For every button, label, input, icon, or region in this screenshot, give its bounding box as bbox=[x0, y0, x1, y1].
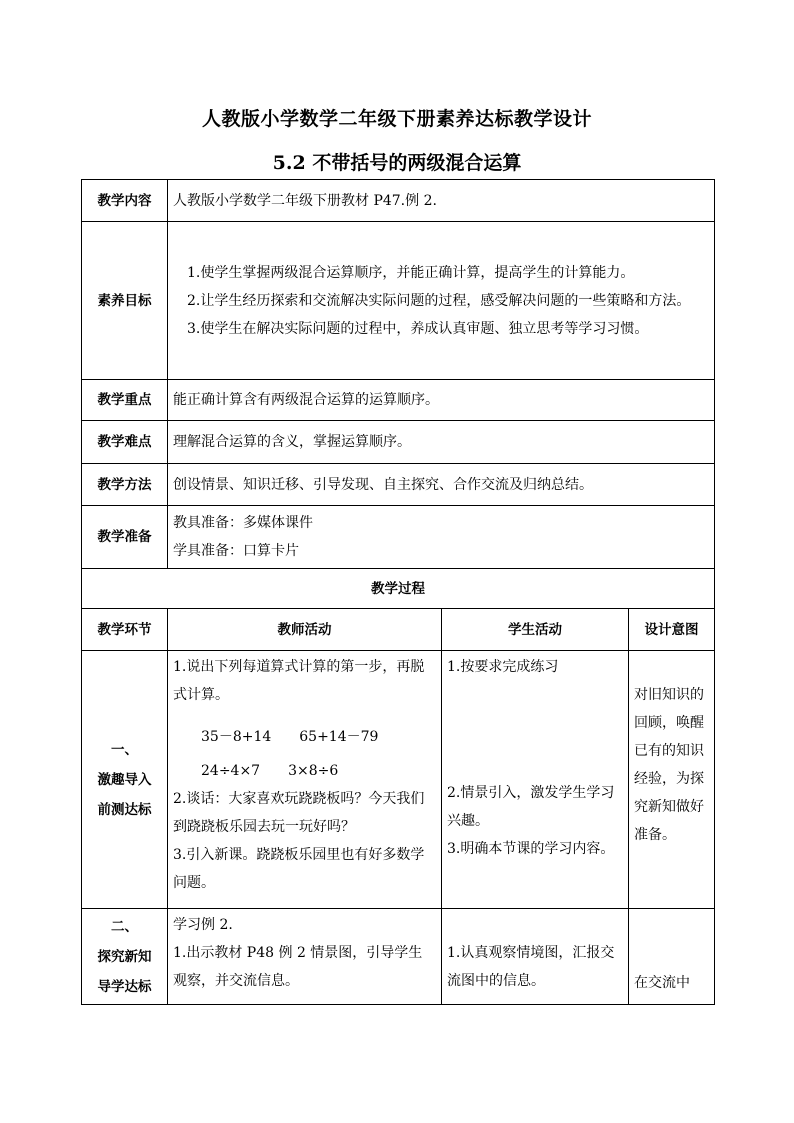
value-prep bbox=[168, 506, 715, 569]
stage-2-line: 探究新知 bbox=[97, 948, 152, 965]
value-method: 创设情景、知识迁移、引导发现、自主探究、合作交流及归纳总结。 bbox=[168, 464, 715, 506]
row-stage-2 bbox=[82, 909, 715, 1005]
document-title: 人教版小学数学二年级下册素养达标教学设计 bbox=[201, 108, 592, 130]
stage-1-name bbox=[82, 651, 168, 909]
prep-line: 教具准备：多媒体课件 bbox=[173, 515, 313, 531]
teacher-step: 3.引入新课。跷跷板乐园里也有好多数学问题。 bbox=[173, 847, 425, 891]
stage-2-intent: 在交流中 bbox=[629, 909, 715, 1005]
row-key bbox=[82, 380, 715, 421]
stage-1-line: 前测达标 bbox=[97, 801, 152, 818]
label-prep: 教学准备 bbox=[82, 506, 168, 569]
stage-2-name bbox=[82, 909, 168, 1005]
row-process-heading bbox=[82, 569, 715, 609]
prep-line: 学具准备：口算卡片 bbox=[173, 543, 299, 559]
stage-1-intent: 对旧知识的回顾，唤醒已有的知识经验，为探究新知做好准备。 bbox=[629, 651, 715, 909]
col-header-teacher: 教师活动 bbox=[168, 609, 442, 651]
col-header-intent: 设计意图 bbox=[629, 609, 715, 651]
stage-2-student: 1.认真观察情境图，汇报交流图中的信息。 bbox=[442, 909, 629, 1005]
stage-2-line: 导学达标 bbox=[97, 978, 152, 995]
lesson-subtitle: 5.2 不带括号的两级混合运算 bbox=[272, 152, 522, 174]
teacher-step: 1.出示教材 P48 例 2 情景图，引导学生观察，并交流信息。 bbox=[173, 945, 423, 989]
student-step: 3.明确本节课的学习内容。 bbox=[447, 841, 615, 857]
stage-1-teacher bbox=[168, 651, 442, 909]
row-goals bbox=[82, 222, 715, 380]
goal-item: 1.使学生掌握两级混合运算顺序，并能正确计算，提高学生的计算能力。 bbox=[187, 264, 635, 281]
goal-item: 3.使学生在解决实际问题的过程中，养成认真审题、独立思考等学习习惯。 bbox=[187, 320, 649, 337]
stage-1-line: 激趣导入 bbox=[97, 771, 152, 788]
row-stage-1 bbox=[82, 651, 715, 909]
teacher-step: 1.说出下列每道算式计算的第一步，再脱式计算。 bbox=[173, 659, 425, 703]
value-difficulty: 理解混合运算的含义，掌握运算顺序。 bbox=[168, 421, 715, 464]
row-difficulty bbox=[82, 421, 715, 464]
row-column-headers bbox=[82, 609, 715, 651]
label-content: 教学内容 bbox=[82, 180, 168, 222]
label-key: 教学重点 bbox=[82, 380, 168, 421]
value-goals bbox=[168, 222, 715, 380]
stage-2-line: 二、 bbox=[111, 918, 138, 935]
col-header-student: 学生活动 bbox=[442, 609, 629, 651]
teacher-step: 学习例 2. bbox=[173, 917, 233, 933]
teacher-step: 2.谈话：大家喜欢玩跷跷板吗？今天我们到跷跷板乐园去玩一玩好吗？ bbox=[173, 791, 425, 835]
value-key: 能正确计算含有两级混合运算的运算顺序。 bbox=[168, 380, 715, 421]
goal-item: 2.让学生经历探索和交流解决实际问题的过程，感受解决问题的一些策略和方法。 bbox=[187, 292, 691, 309]
label-method: 教学方法 bbox=[82, 464, 168, 506]
label-difficulty: 教学难点 bbox=[82, 421, 168, 464]
formula-line: 24÷4×7 3×8÷6 bbox=[201, 763, 339, 779]
value-content: 人教版小学数学二年级下册教材 P47.例 2. bbox=[168, 180, 715, 222]
row-prep bbox=[82, 506, 715, 569]
stage-1-line: 一、 bbox=[111, 741, 138, 758]
stage-2-teacher bbox=[168, 909, 442, 1005]
label-goals: 素养目标 bbox=[82, 222, 168, 380]
lesson-plan-table bbox=[81, 179, 715, 1005]
student-step: 1.按要求完成练习 bbox=[447, 659, 559, 675]
process-heading: 教学过程 bbox=[82, 569, 715, 609]
stage-1-student bbox=[442, 651, 629, 909]
col-header-stage: 教学环节 bbox=[82, 609, 168, 651]
formula-line: 35－8+14 65+14－79 bbox=[201, 729, 379, 745]
row-method bbox=[82, 464, 715, 506]
row-content bbox=[82, 180, 715, 222]
student-step: 2.情景引入，激发学生学习兴趣。 bbox=[447, 785, 615, 829]
